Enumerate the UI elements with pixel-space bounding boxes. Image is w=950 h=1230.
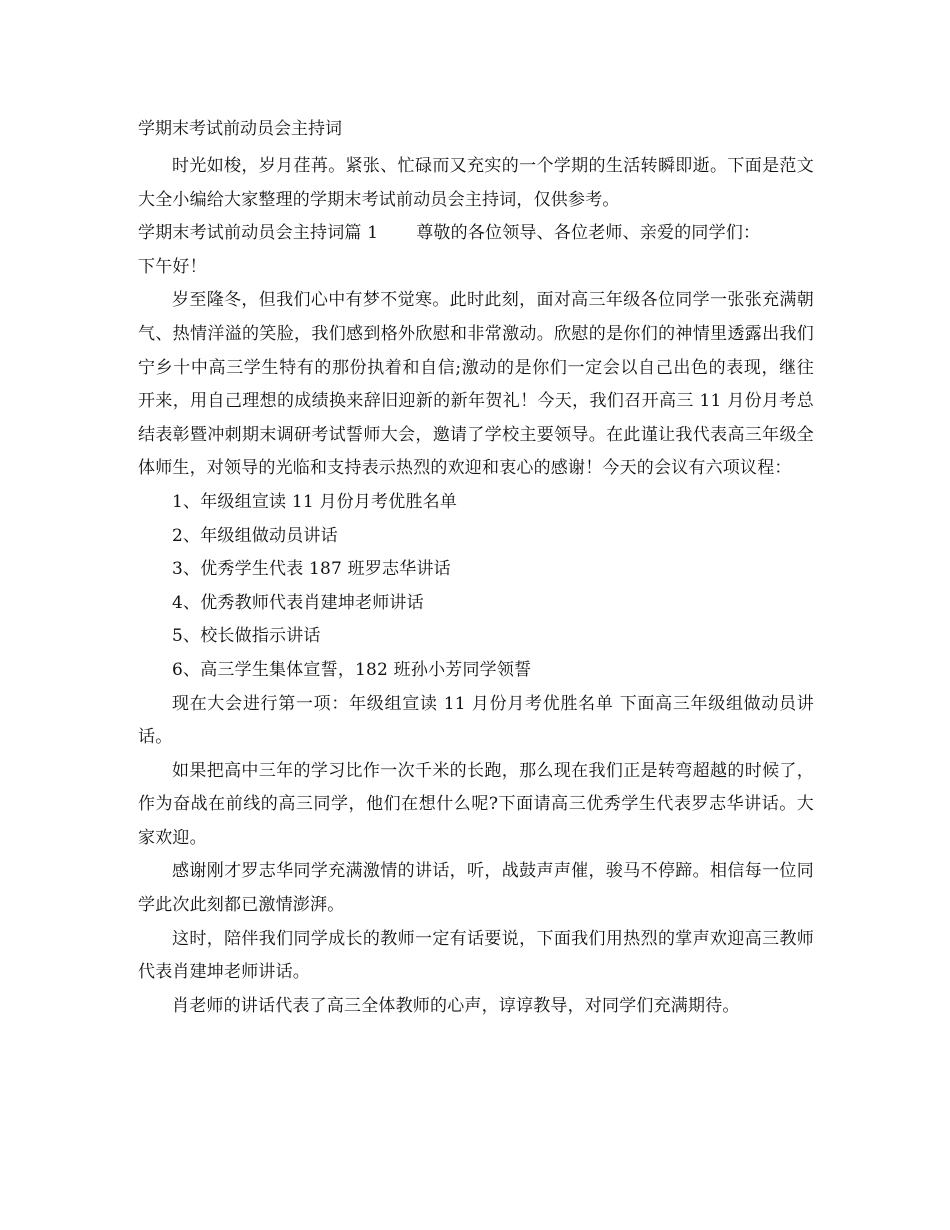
section-heading: 学期末考试前动员会主持词篇 1 (138, 223, 379, 244)
paragraph-teacher-summary: 肖老师的讲话代表了高三全体教师的心声，谆谆教导，对同学们充满期待。 (172, 995, 740, 1016)
paragraph-first-item: 现在大会进行第一项：年级组宣读 11 月份月考优胜名单 下面高三年级组做动员讲话。 (138, 693, 814, 748)
document-body (138, 150, 814, 1023)
intro-paragraph: 时光如梭，岁月荏苒。紧张、忙碌而又充实的一个学期的生活转瞬即逝。下面是范文大全小编给大家整理的学期末考试前动员会主持词，仅供参考。 (138, 156, 814, 210)
agenda-item: 2、年级组做动员讲话 (172, 525, 338, 546)
agenda-item: 1、年级组宣读 11 月份月考优胜名单 (172, 491, 458, 512)
agenda-item: 6、高三学生集体宣誓，182 班孙小芳同学领誓 (172, 659, 532, 680)
greeting-afternoon: 下午好！ (138, 256, 207, 277)
paragraph-thanks-student: 感谢刚才罗志华同学充满激情的讲话，听，战鼓声声催，骏马不停蹄。相信每一位同学此次此刻都已激情澎湃。 (138, 861, 814, 916)
agenda-item: 5、校长做指示讲话 (172, 626, 321, 647)
section-heading-line (138, 217, 814, 251)
paragraph-teacher-intro: 这时，陪伴我们同学成长的教师一定有话要说，下面我们用热烈的掌声欢迎高三教师代表肖建坤老师讲话。 (138, 928, 814, 983)
document-title: 学期末考试前动员会主持词 (138, 119, 342, 139)
agenda-item: 4、优秀教师代表肖建坤老师讲话 (172, 592, 424, 613)
paragraph-student-intro: 如果把高中三年的学习比作一次千米的长跑，那么现在我们正是转弯超越的时候了，作为奋战在前线的高三同学，他们在想什么呢?下面请高三优秀学生代表罗志华讲话。大家欢迎。 (138, 760, 814, 848)
agenda-item: 3、优秀学生代表 187 班罗志华讲话 (172, 559, 451, 580)
greeting: 尊敬的各位领导、各位老师、亲爱的同学们： (416, 223, 761, 244)
paragraph-opening: 岁至隆冬，但我们心中有梦不觉寒。此时此刻，面对高三年级各位同学一张张充满朝气、热情洋溢的笑脸，我们感到格外欣慰和非常激动。欣慰的是你们的神情里透露出我们宁乡十中高三学生特有的那份执着和自信;激动的是你们一定会以自己出色的表现，继往开来，用自己理想的成绩换来辞旧迎新的新年贺礼！今天，我们召开高三 11 月份月考总结表彰暨冲刺期末调研考试誓师大会，邀请了学校主要领导。在此谨让我代表高三年级全体师生，对领导的光临和支持表示热烈的欢迎和衷心的感谢！今天的会议有六项议程： (138, 290, 814, 479)
